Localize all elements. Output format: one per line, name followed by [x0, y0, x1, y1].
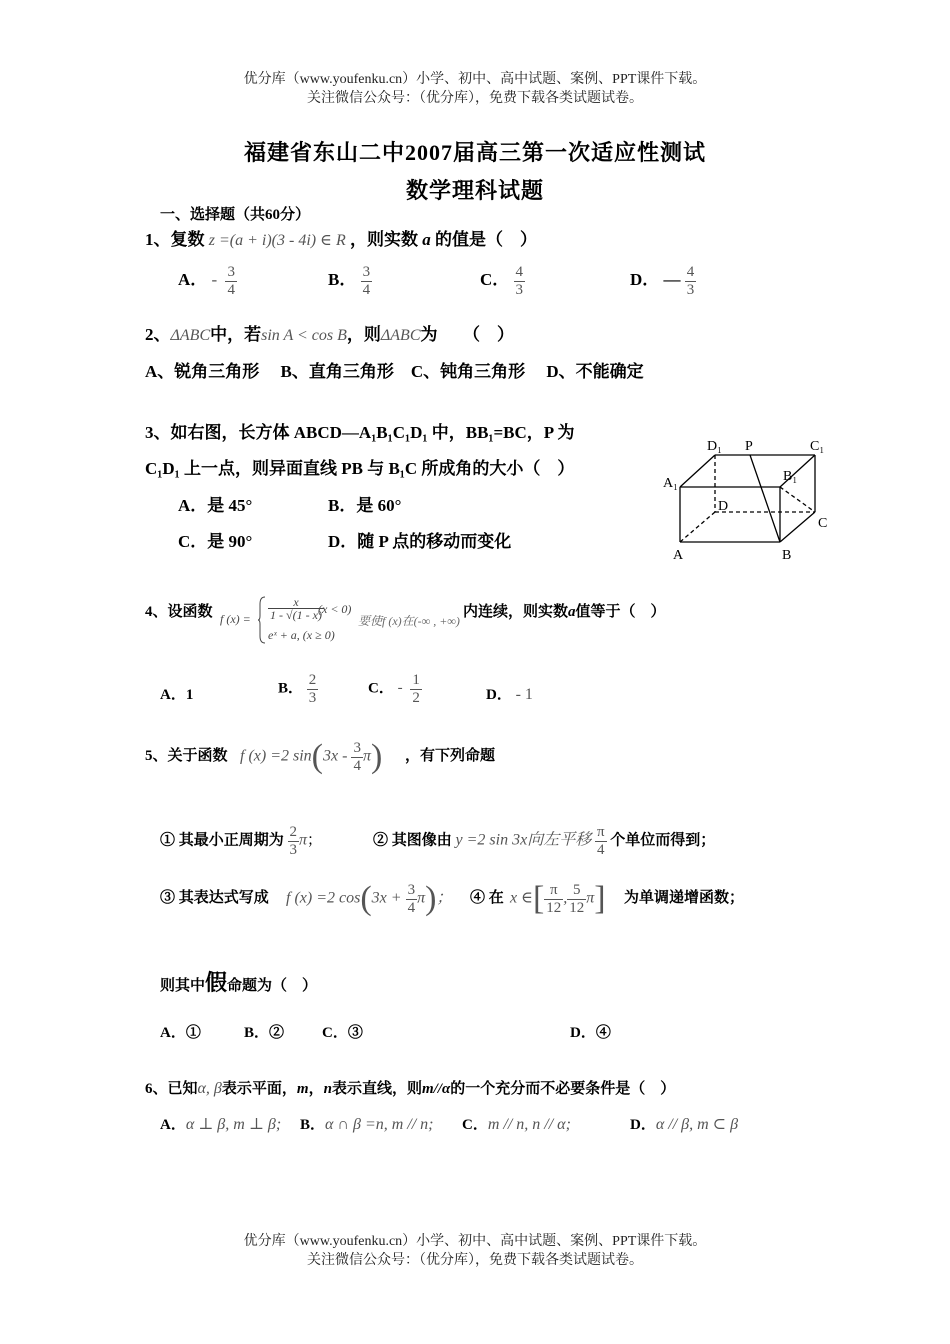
q2-prefix: 2、 — [145, 325, 171, 344]
q5-f-frac — [351, 740, 363, 774]
q4-prefix: 4、设函数 — [145, 604, 213, 620]
q1-expr: z =(a + i)(3 - 4i) ∈ R — [208, 232, 346, 249]
q6-a-expr: α ⊥ β, m ⊥ β; — [185, 1116, 282, 1133]
q5-p3-left: f (x) =2 cos — [286, 889, 361, 907]
q4-top-frac — [268, 596, 324, 622]
q5-p1-den: 3 — [289, 841, 298, 858]
q4-b-num: 2 — [308, 672, 317, 688]
q1-mid: ，则实数 — [349, 230, 418, 249]
q5-p3-inner: 3x + — [371, 889, 402, 907]
q4-suffix-a: 内连续，则实数 — [463, 604, 569, 620]
q6-m: m — [296, 1081, 309, 1097]
q2-expr-3: ΔABC — [380, 327, 421, 344]
q6-alpha-beta: α, β — [197, 1080, 222, 1097]
q5-p4-pi: π — [586, 889, 595, 907]
q1-option-d — [630, 264, 696, 298]
q4-suffix — [463, 600, 666, 621]
q3-line-2: C₁D₁ 上一点，则异面直线 PB 与 B₁C 所成角的大小（ ） — [145, 459, 575, 478]
q5-p4-frac-2 — [567, 882, 586, 916]
q6-c-label: C． — [462, 1117, 488, 1133]
q4-top-den: 1 - √(1 - x) — [270, 608, 322, 622]
exam-subtitle: 数学理科试题 — [405, 178, 544, 203]
q1-d-sign: — — [663, 269, 681, 289]
q5-prop-1 — [160, 824, 322, 858]
q6-prefix: 6、已知 — [145, 1081, 198, 1097]
q1-a-frac — [225, 264, 237, 298]
question-2 — [145, 320, 514, 345]
q5-p3-den: 4 — [407, 899, 416, 916]
exam-title: 福建省东山二中2007届高三第一次适应性测试 — [243, 140, 706, 165]
q4-b-frac — [307, 672, 319, 706]
q4-top-cond: (x < 0) — [318, 602, 352, 616]
q4-suffix-b: 值等于（ ） — [575, 604, 666, 620]
label-b: B — [782, 548, 792, 563]
q5-f-left: f (x) =2 sin — [240, 747, 312, 765]
q5-p4-den-2: 12 — [569, 899, 585, 916]
q5-p4-den-1: 12 — [546, 899, 562, 916]
q4-d-label: D． — [486, 687, 512, 703]
q5-p1-frac — [288, 824, 300, 858]
q5-suffix: ，有下列命题 — [405, 748, 496, 764]
q4-d-value: - 1 — [515, 686, 533, 703]
q5-option-a: A．① — [160, 1025, 201, 1041]
q1-b-den: 4 — [362, 281, 371, 298]
label-p: P — [745, 439, 753, 454]
q6-option-d — [630, 1113, 738, 1134]
question-1 — [145, 225, 537, 250]
q1-c-label: C． — [480, 269, 510, 289]
header-line-2: 关注微信公众号：（优分库），免费下载各类试题试卷。 — [307, 91, 643, 106]
q1-d-den: 3 — [686, 281, 695, 298]
q4-c-frac — [410, 672, 422, 706]
q1-a-label: A． — [178, 269, 208, 289]
q5-p4-comma: , — [563, 889, 568, 907]
q5-p4-num-2: 5 — [567, 882, 586, 900]
q2-text-2: ，则 — [346, 325, 381, 344]
label-d1: D₁ — [707, 439, 722, 454]
cuboid-figure — [655, 432, 840, 567]
q1-d-num: 4 — [686, 264, 695, 280]
q5-p2-frac — [595, 824, 607, 858]
label-d: D — [718, 499, 729, 514]
q5-p1-end: ； — [307, 832, 323, 849]
q5-option-b: B．② — [244, 1025, 285, 1041]
q1-c-frac — [514, 264, 526, 298]
q5-f-inner: 3x - — [323, 747, 348, 765]
q1-a-sign: - — [211, 269, 218, 289]
q1-option-b — [328, 264, 372, 298]
footer-line-1: 优分库（www.youfenku.cn）小学、初中、高中试题、案例、PPT课件下载。 — [243, 1234, 707, 1249]
q2-text-3: 为 （ ） — [420, 325, 514, 344]
q6-text-1: 表示平面， — [221, 1081, 297, 1097]
q5-p2-text: ② 其图像由 — [373, 832, 452, 849]
q4-condition: 要使f (x)在(-∞ , +∞) — [358, 614, 460, 628]
q5-p3-frac — [406, 882, 418, 916]
q4-piecewise — [220, 596, 462, 644]
q6-m-parallel-alpha: m//α — [421, 1081, 451, 1097]
header-line-1: 优分库（www.youfenku.cn）小学、初中、高中试题、案例、PPT课件下载。 — [243, 72, 707, 87]
label-b1: B₁ — [783, 469, 798, 484]
q1-option-a — [178, 264, 237, 298]
q4-option-c — [368, 672, 422, 706]
q5-prop-2 — [373, 824, 715, 858]
q4-c-num: 1 — [412, 672, 420, 688]
q5-prop-3-expr: f (x) =2 cos(3x + $\frac{3}{4}$ π)； — [286, 880, 453, 917]
q4-f: f (x) = — [220, 612, 251, 626]
q4-c-label: C． — [368, 680, 394, 697]
q3-line-1: 3、如右图，长方体 ABCD—A₁B₁C₁D₁ 中，BB₁=BC，P 为 — [145, 423, 575, 442]
q5-p2-end: 个单位而得到； — [610, 832, 716, 849]
q6-d-expr: α // β, m ⊂ β — [655, 1116, 739, 1133]
q5-f-pi: π — [362, 747, 371, 765]
q5-p3-num: 3 — [407, 882, 416, 898]
q5-q-post: 命题为（ ） — [227, 978, 318, 994]
q4-c-sign: - — [397, 680, 403, 697]
q4-top-num: x — [268, 596, 324, 609]
q1-a-den: 4 — [227, 281, 235, 298]
label-c1: C₁ — [810, 439, 825, 454]
q5-p4-num-1: π — [544, 882, 563, 900]
q5-function: f (x) =2 sin(3x - $\frac{3}{4}$ π) — [240, 738, 383, 775]
q6-c-expr: m // n, n // α; — [487, 1116, 571, 1133]
question-6 — [145, 1077, 675, 1098]
q5-prop-4-expr: x ∈[ $\frac{\pi}{12}$ , $\frac{5}{12}$ π] — [510, 880, 606, 917]
q6-d-label: D． — [630, 1117, 656, 1133]
q1-d-label: D． — [630, 269, 660, 289]
q4-var: a — [568, 604, 576, 620]
q5-p3-end: ； — [436, 889, 453, 907]
q3-option-d: D．随 P 点的移动而变化 — [328, 532, 512, 551]
section-heading: 一、选择题（共60分） — [160, 207, 311, 223]
q3-option-a: A．是 45° — [178, 496, 253, 515]
q4-bottom-case: eˣ + a, (x ≥ 0) — [268, 628, 335, 642]
q1-prefix: 1、复数 — [145, 230, 205, 249]
q2-expr-1: ΔABC — [170, 327, 211, 344]
q5-p1-text: ① 其最小正周期为 — [160, 832, 284, 849]
q6-text-4: 的一个充分而不必要条件是（ ） — [450, 1081, 676, 1097]
q2-options: A、锐角三角形 B、直角三角形 C、钝角三角形 D、不能确定 — [145, 362, 644, 381]
q4-option-a: A．1 — [160, 687, 194, 703]
q1-c-num: 4 — [515, 264, 524, 280]
q5-prop-3-label: ③ 其表达式写成 — [160, 890, 269, 906]
q6-n: n — [323, 1081, 332, 1097]
q6-b-label: B． — [300, 1117, 326, 1133]
q6-option-a — [160, 1113, 281, 1134]
q4-b-den: 3 — [308, 689, 317, 706]
q6-a-label: A． — [160, 1117, 186, 1133]
q1-b-num: 3 — [362, 264, 371, 280]
q5-p2-den: 4 — [596, 841, 605, 858]
label-a1: A₁ — [663, 476, 678, 491]
q4-option-b — [278, 672, 318, 706]
q5-prop-4-end: 为单调递增函数； — [624, 890, 745, 906]
q5-p1-num: 2 — [289, 824, 298, 840]
q6-text-2: ， — [308, 1081, 324, 1097]
q3-option-b: B．是 60° — [328, 496, 402, 515]
q5-option-d: D．④ — [570, 1025, 611, 1041]
q1-b-frac — [361, 264, 373, 298]
q4-brace — [258, 596, 266, 644]
q1-var: a — [422, 230, 431, 249]
q2-text-1: 中，若 — [210, 325, 262, 344]
q5-p2-expr: y =2 sin 3x向左平移 — [455, 831, 592, 849]
q6-text-3: 表示直线，则 — [331, 1081, 422, 1097]
q5-p4-frac-1 — [544, 882, 563, 916]
q1-b-label: B． — [328, 269, 357, 289]
q6-option-c — [462, 1113, 571, 1134]
q5-p3-pi: π — [417, 889, 426, 907]
q5-question — [160, 966, 317, 997]
q5-f-num: 3 — [353, 740, 361, 756]
q5-f-den: 4 — [353, 757, 361, 774]
q1-a-num: 3 — [227, 264, 235, 280]
q1-c-den: 3 — [515, 281, 524, 298]
q3-option-c: C．是 90° — [178, 532, 253, 551]
q5-q-pre: 则其中 — [160, 978, 206, 994]
q6-option-b — [300, 1113, 434, 1134]
q5-prefix: 5、关于函数 — [145, 748, 228, 764]
q5-p1-pi: π — [299, 831, 308, 849]
q5-prop-4-label: ④ 在 — [470, 890, 504, 906]
q5-q-emphasis: 假 — [205, 970, 228, 995]
footer-line-2: 关注微信公众号：（优分库），免费下载各类试题试卷。 — [307, 1253, 643, 1268]
q5-p2-num: π — [596, 824, 605, 840]
q5-option-c: C．③ — [322, 1025, 363, 1041]
q4-option-d — [486, 683, 537, 704]
q5-p4-x: x ∈ — [510, 889, 533, 907]
q2-expr-2: sin A < cos B — [261, 327, 347, 344]
label-a: A — [673, 548, 684, 563]
q6-b-expr: α ∩ β =n, m // n; — [325, 1116, 434, 1133]
q4-b-label: B． — [278, 680, 304, 697]
q4-c-den: 2 — [412, 689, 420, 706]
q1-d-frac — [685, 264, 697, 298]
q1-option-c — [480, 264, 525, 298]
label-c: C — [818, 516, 828, 531]
q1-suffix: 的值是（ ） — [434, 230, 537, 249]
